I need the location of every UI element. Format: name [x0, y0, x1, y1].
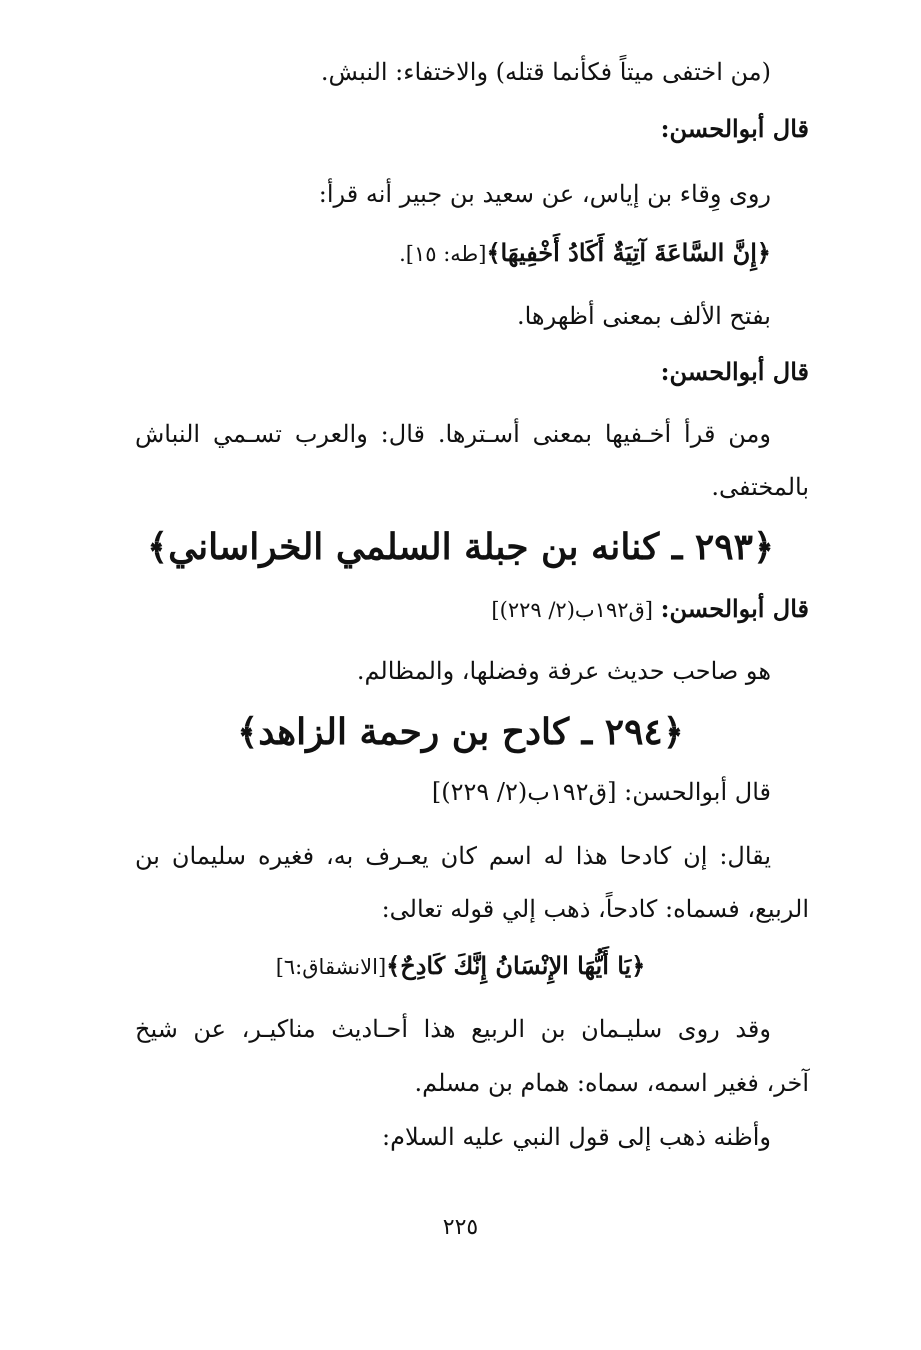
text-line: وقد روى سليـمان بن الربيع هذا أحـاديث مناكيـر، عن شيخ [135, 1015, 771, 1043]
quran-verse: ﴿إِنَّ السَّاعَةَ آتِيَةٌ أَكَادُ أَخْفِيهَا﴾ [486, 238, 771, 267]
entry-heading: ﴿٢٩٤ ـ كادح بن رحمة الزاهد﴾ [237, 711, 684, 753]
text-line: روى وِقاء بن إياس، عن سعيد بن جبير أنه قرأ: [318, 180, 771, 208]
speaker-reference-line: قال أبوالحسن: [ق١٩٢ب(٢/ ٢٢٩)] [431, 778, 771, 806]
text-line: بالمختفى. [711, 473, 809, 501]
text-line: آخر، فغير اسمه، سماه: همام بن مسلم. [414, 1069, 809, 1097]
text-line: (من اختفى ميتاً فكأنما قتله) والاختفاء: النبش. [320, 58, 771, 86]
speaker-reference-line [491, 589, 809, 630]
text-line: هو صاحب حديث عرفة وفضلها، والمظالم. [356, 657, 771, 685]
speaker-label: قال أبوالحسن: [660, 357, 809, 386]
text-line: وأظنه ذهب إلى قول النبي عليه السلام: [382, 1123, 771, 1151]
quran-verse-line [399, 233, 771, 274]
manuscript-reference: [ق١٩٢ب(٢/ ٢٢٩)] [491, 598, 654, 622]
page-number: ٢٢٥ [442, 1215, 479, 1240]
quran-verse-line [112, 946, 809, 987]
text-line: الربيع، فسماه: كادحاً، ذهب إلي قوله تعالى: [381, 895, 809, 923]
text-line: ومن قرأ أخـفيها بمعنى أسـترها. قال: والعرب تسـمي النباش [135, 420, 771, 448]
quran-verse: ﴿يَا أَيُّهَا الإِنْسَانُ إِنَّكَ كَادِحٌ﴾ [386, 951, 646, 980]
speaker-label: قال أبوالحسن: [660, 594, 809, 623]
entry-heading: ﴿٢٩٣ ـ كنانه بن جبلة السلمي الخراساني﴾ [146, 526, 775, 568]
speaker-label: قال أبوالحسن: [660, 114, 809, 143]
verse-reference: [طه: ١٥]. [399, 242, 487, 266]
text-line: يقال: إن كادحا هذا له اسم كان يعـرف به، فغيره سليمان بن [135, 842, 771, 870]
verse-reference: [الانشقاق:٦] [275, 955, 387, 979]
text-line: بفتح الألف بمعنى أظهرها. [516, 302, 771, 330]
